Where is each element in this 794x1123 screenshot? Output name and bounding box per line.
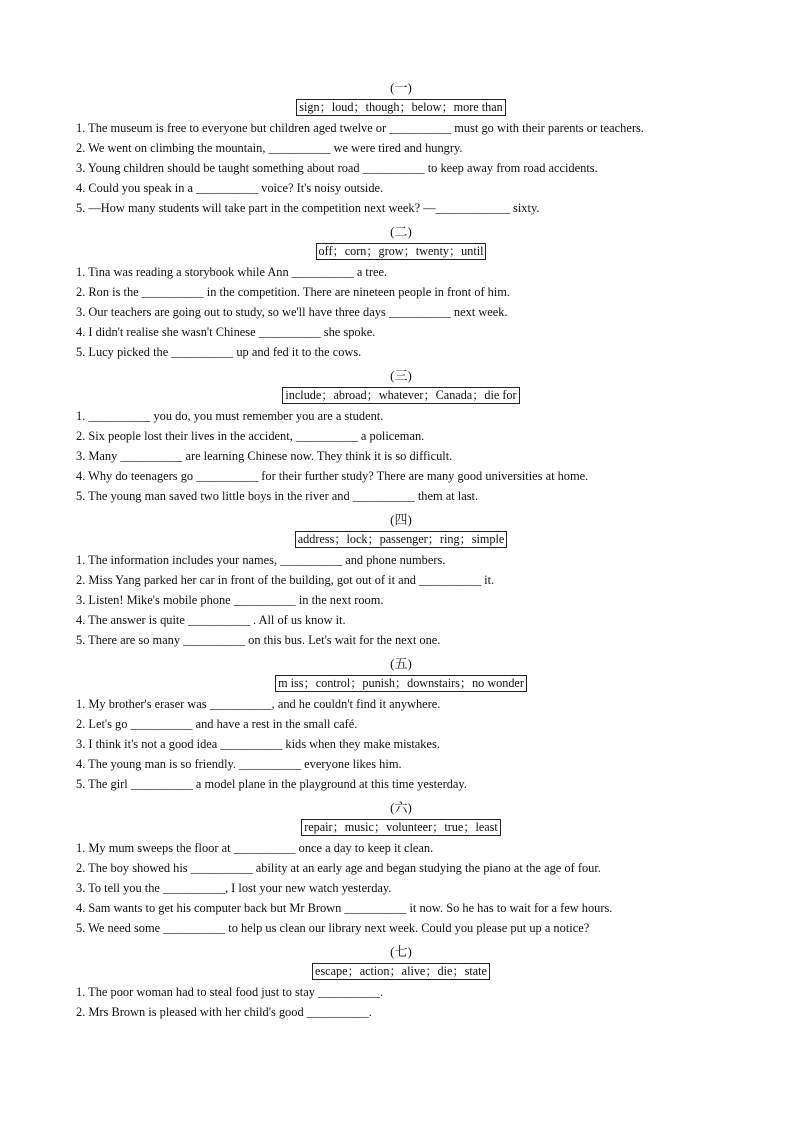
question-line: 2. Mrs Brown is pleased with her child's good __________. xyxy=(76,1005,372,1019)
exercise-section xyxy=(76,78,726,218)
question-line: 5. The girl __________ a model plane in the playground at this time yesterday. xyxy=(76,777,467,791)
word-bank: m iss；control；punish；downstairs；no wonder xyxy=(275,675,527,692)
exercise-section xyxy=(76,510,726,650)
section-heading: (四) xyxy=(390,512,412,527)
question-line: 2. Miss Yang parked her car in front of the building, got out of it and __________ it. xyxy=(76,573,495,587)
section-heading: (六) xyxy=(390,800,412,815)
exercise-section xyxy=(76,654,726,794)
question-line: 3. Our teachers are going out to study, so we'll have three days __________ next week. xyxy=(76,305,508,319)
question-line: 1. Tina was reading a storybook while Ann __________ a tree. xyxy=(76,265,388,279)
question-line: 1. __________ you do, you must remember you are a student. xyxy=(76,409,384,423)
question-line: 2. Let's go __________ and have a rest in the small café. xyxy=(76,717,358,731)
word-bank: address；lock；passenger；ring；simple xyxy=(295,531,507,548)
exercise-section xyxy=(76,366,726,506)
word-bank: off；corn；grow；twenty；until xyxy=(316,243,487,260)
exercise-section xyxy=(76,222,726,362)
question-line: 5. —How many students will take part in the competition next week? —____________ sixty. xyxy=(76,201,540,215)
question-line: 1. My brother's eraser was __________, and he couldn't find it anywhere. xyxy=(76,697,441,711)
question-line: 1. My mum sweeps the floor at __________ once a day to keep it clean. xyxy=(76,841,434,855)
question-line: 4. The answer is quite __________ . All of us know it. xyxy=(76,613,346,627)
word-bank: repair；music；volunteer；true；least xyxy=(301,819,501,836)
word-bank: escape；action；alive；die；state xyxy=(312,963,490,980)
question-line: 3. I think it's not a good idea __________ kids when they make mistakes. xyxy=(76,737,440,751)
section-heading: (三) xyxy=(390,368,412,383)
question-line: 2. The boy showed his __________ ability at an early age and began studying the piano at the age of four. xyxy=(76,861,601,875)
question-line: 2. Six people lost their lives in the accident, __________ a policeman. xyxy=(76,429,425,443)
question-line: 3. Listen! Mike's mobile phone __________ in the next room. xyxy=(76,593,384,607)
question-line: 5. We need some __________ to help us clean our library next week. Could you please put up a notice? xyxy=(76,921,590,935)
question-line: 4. Sam wants to get his computer back but Mr Brown __________ it now. So he has to wait for a few hours. xyxy=(76,901,613,915)
section-heading: (七) xyxy=(390,944,412,959)
section-heading: (一) xyxy=(390,80,412,95)
question-line: 5. The young man saved two little boys in the river and __________ them at last. xyxy=(76,489,479,503)
question-line: 5. Lucy picked the __________ up and fed it to the cows. xyxy=(76,345,362,359)
question-line: 5. There are so many __________ on this bus. Let's wait for the next one. xyxy=(76,633,441,647)
question-line: 4. I didn't realise she wasn't Chinese __________ she spoke. xyxy=(76,325,376,339)
question-line: 2. We went on climbing the mountain, __________ we were tired and hungry. xyxy=(76,141,463,155)
question-line: 4. Why do teenagers go __________ for their further study? There are many good universities at home. xyxy=(76,469,589,483)
question-line: 3. Many __________ are learning Chinese now. They think it is so difficult. xyxy=(76,449,453,463)
question-line: 1. The museum is free to everyone but children aged twelve or __________ must go with their parents or teachers. xyxy=(76,121,644,135)
question-line: 1. The poor woman had to steal food just to stay __________. xyxy=(76,985,384,999)
section-heading: (二) xyxy=(390,224,412,239)
question-line: 3. To tell you the __________, I lost your new watch yesterday. xyxy=(76,881,392,895)
word-bank: sign；loud；though；below；more than xyxy=(296,99,505,116)
question-line: 1. The information includes your names, __________ and phone numbers. xyxy=(76,553,446,567)
question-line: 4. The young man is so friendly. __________ everyone likes him. xyxy=(76,757,402,771)
question-line: 3. Young children should be taught something about road __________ to keep away from road accidents. xyxy=(76,161,598,175)
worksheet xyxy=(76,78,726,1026)
section-heading: (五) xyxy=(390,656,412,671)
question-line: 2. Ron is the __________ in the competition. There are nineteen people in front of him. xyxy=(76,285,511,299)
question-line: 4. Could you speak in a __________ voice? It's noisy outside. xyxy=(76,181,384,195)
exercise-section xyxy=(76,798,726,938)
word-bank: include；abroad；whatever；Canada；die for xyxy=(282,387,519,404)
exercise-section xyxy=(76,942,726,1022)
